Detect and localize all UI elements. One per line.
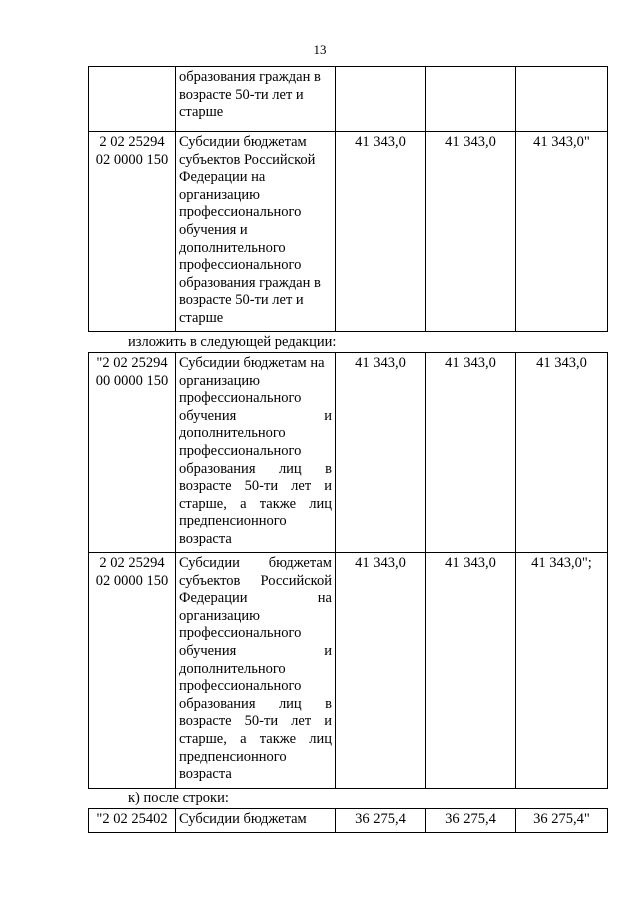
description-line: возраста: [179, 530, 232, 547]
table-row: [89, 353, 608, 553]
code-line: "2 02 25294: [96, 355, 168, 371]
value-cell: 41 343,0: [336, 132, 426, 332]
value-cell: 41 343,0: [426, 353, 516, 553]
description-line: возрасте 50-ти лет и: [179, 713, 332, 730]
description-line: образования граждан в: [179, 274, 321, 291]
description-line: возрасте 50-ти лет и: [179, 292, 304, 309]
description-line: старше: [179, 104, 224, 121]
description-line: образования лиц в: [179, 460, 332, 477]
description-line: предпенсионного: [179, 513, 287, 530]
budget-table-following: [88, 808, 608, 833]
description-line: организацию: [179, 186, 260, 203]
code-cell: [89, 353, 176, 553]
description-line: старше, а также лиц: [179, 495, 332, 512]
table-row: [89, 132, 608, 332]
description-cell: [176, 67, 336, 132]
description-line: профессионального: [179, 390, 302, 407]
table-row: [89, 67, 608, 132]
description-line: обучения и: [179, 642, 332, 659]
value-cell: 41 343,0": [516, 132, 608, 332]
code-cell: [89, 132, 176, 332]
code-line: 02 0000 150: [95, 151, 169, 168]
description-line: возраста: [179, 766, 232, 783]
value-cell: 36 275,4": [516, 809, 608, 833]
description-line: профессионального: [179, 625, 302, 642]
description-line: образования граждан в: [179, 69, 321, 85]
description-line: старше: [179, 309, 224, 326]
description-line: субъектов Российской: [179, 572, 332, 589]
description-cell: [176, 553, 336, 789]
description-line: возрасте 50-ти лет и: [179, 86, 304, 103]
value-cell: 41 343,0: [426, 553, 516, 789]
value-cell: 41 343,0";: [516, 553, 608, 789]
value-cell: [516, 67, 608, 132]
description-line: дополнительного: [179, 660, 286, 677]
value-cell: 36 275,4: [336, 809, 426, 833]
description-line: Субсидии бюджетам: [179, 134, 307, 150]
instruction-text: изложить в следующей редакции:: [128, 334, 337, 350]
description-line: дополнительного: [179, 425, 286, 442]
description-cell: [176, 132, 336, 332]
description-line: обучения и: [179, 407, 332, 424]
instruction-text: к) после строки:: [128, 790, 229, 806]
description-line: Федерации на: [179, 590, 332, 607]
description-line: дополнительного: [179, 239, 286, 256]
code-cell: [89, 553, 176, 789]
description-cell: Субсидии бюджетам: [176, 809, 336, 833]
page-number: 13: [313, 42, 327, 57]
budget-table-previous: [88, 66, 608, 332]
description-line: Субсидии бюджетам: [179, 555, 332, 571]
code-cell: [89, 67, 176, 132]
description-line: профессионального: [179, 678, 302, 695]
value-cell: 41 343,0: [336, 353, 426, 553]
value-cell: [336, 67, 426, 132]
value-cell: 41 343,0: [516, 353, 608, 553]
description-line: Субсидии бюджетам на: [179, 355, 325, 371]
description-line: Федерации на: [179, 169, 266, 186]
description-line: возрасте 50-ти лет и: [179, 478, 332, 495]
description-line: субъектов Российской: [179, 151, 316, 168]
description-line: обучения и: [179, 221, 248, 238]
description-line: профессионального: [179, 257, 302, 274]
table-row: [89, 553, 608, 789]
code-line: 2 02 25294: [99, 555, 165, 571]
code-line: 02 0000 150: [95, 572, 169, 589]
code-line: 00 0000 150: [95, 372, 169, 389]
value-cell: 41 343,0: [336, 553, 426, 789]
description-line: образования лиц в: [179, 695, 332, 712]
description-line: старше, а также лиц: [179, 730, 332, 747]
table-row: [89, 809, 608, 833]
description-cell: [176, 353, 336, 553]
value-cell: [426, 67, 516, 132]
description-line: организацию: [179, 372, 260, 389]
description-line: организацию: [179, 607, 260, 624]
budget-table-new-edition: [88, 352, 608, 789]
value-cell: 36 275,4: [426, 809, 516, 833]
code-line: 2 02 25294: [99, 134, 165, 150]
value-cell: 41 343,0: [426, 132, 516, 332]
description-line: профессионального: [179, 204, 302, 221]
code-cell: "2 02 25402: [89, 809, 176, 833]
description-line: предпенсионного: [179, 748, 287, 765]
description-line: профессионального: [179, 442, 302, 459]
